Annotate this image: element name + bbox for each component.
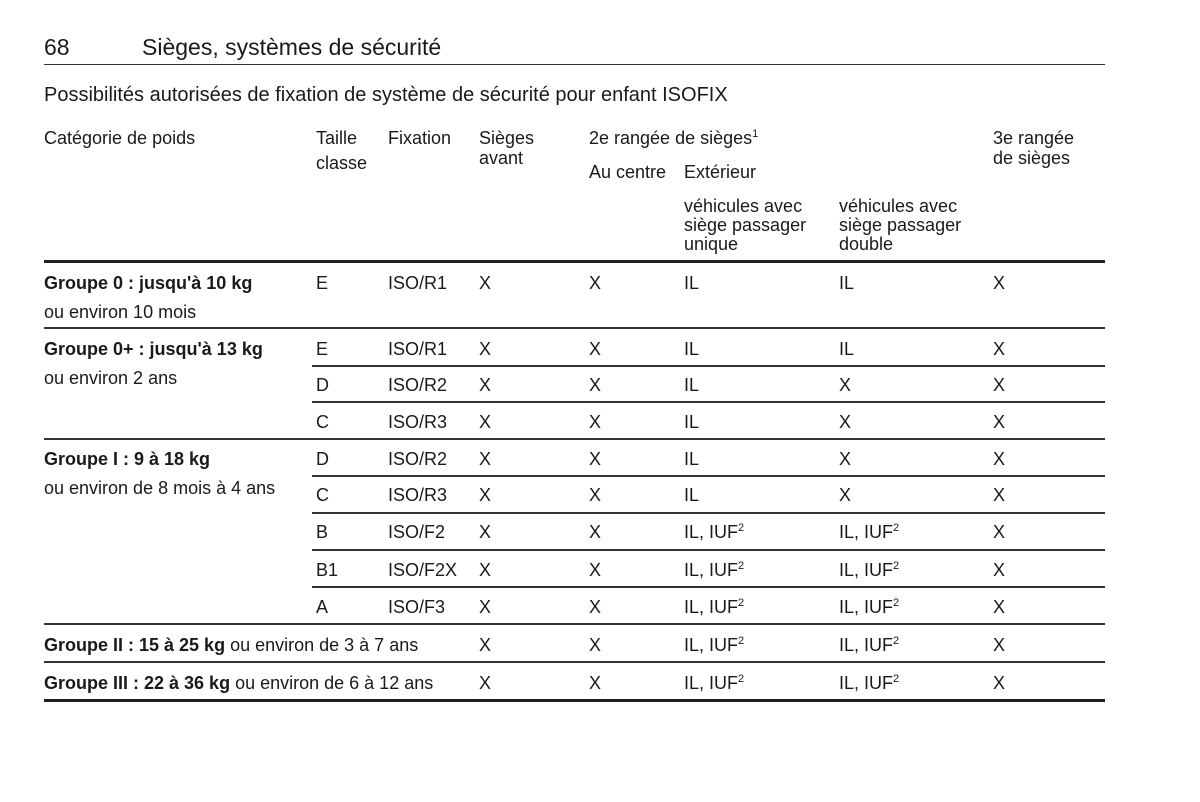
header-single-passenger bbox=[684, 197, 806, 254]
cell-fixation-value: ISO/F3 bbox=[388, 597, 446, 617]
cell-third-row bbox=[993, 412, 1005, 432]
cell-single-passenger bbox=[684, 412, 699, 432]
cell-front-seats bbox=[479, 673, 491, 693]
group-0plus-desc: ou environ 2 ans bbox=[44, 368, 178, 388]
header-double-line3: double bbox=[839, 234, 894, 254]
row-divider bbox=[312, 512, 1105, 514]
cell-double-passenger bbox=[839, 485, 851, 505]
row-divider bbox=[312, 549, 1105, 551]
cell-single-passenger-value: IL bbox=[684, 449, 700, 469]
cell-double-passenger bbox=[839, 339, 854, 359]
cell-front-seats bbox=[479, 597, 491, 617]
cell-single-passenger-value: IL, IUF bbox=[684, 673, 739, 693]
cell-center-value: X bbox=[589, 449, 602, 469]
cell-size-class-value: D bbox=[316, 375, 329, 395]
group-2-label bbox=[44, 635, 418, 655]
cell-fixation bbox=[388, 485, 447, 505]
cell-size-class bbox=[316, 273, 328, 293]
row-divider bbox=[312, 365, 1105, 367]
cell-front-seats bbox=[479, 339, 491, 359]
cell-double-passenger-value: IL, IUF bbox=[839, 560, 894, 580]
cell-double-passenger-value: X bbox=[839, 375, 852, 395]
cell-fixation bbox=[388, 597, 445, 617]
cell-size-class bbox=[316, 449, 329, 469]
cell-front-seats-value: X bbox=[479, 522, 492, 542]
header-single-line2: siège passager bbox=[684, 215, 807, 235]
cell-front-seats-value: X bbox=[479, 412, 492, 432]
header-size-class-line2: classe bbox=[316, 153, 368, 173]
cell-double-passenger-value: IL, IUF bbox=[839, 597, 894, 617]
cell-third-row-value: X bbox=[993, 273, 1006, 293]
cell-single-passenger-value: IL bbox=[684, 375, 700, 395]
page-number: 68 bbox=[44, 34, 70, 60]
cell-center-value: X bbox=[589, 597, 602, 617]
footnote-marker: 2 bbox=[738, 522, 745, 534]
cell-third-row bbox=[993, 449, 1005, 469]
cell-center bbox=[589, 673, 601, 693]
group-3-desc: ou environ de 6 à 12 ans bbox=[230, 673, 434, 693]
cell-fixation-value: ISO/R3 bbox=[388, 412, 448, 432]
header-double-line2: siège passager bbox=[839, 215, 962, 235]
cell-double-passenger bbox=[839, 560, 899, 580]
cell-fixation-value: ISO/R2 bbox=[388, 449, 448, 469]
cell-center-value: X bbox=[589, 485, 602, 505]
cell-size-class-value: C bbox=[316, 485, 329, 505]
cell-single-passenger bbox=[684, 485, 699, 505]
cell-center-value: X bbox=[589, 560, 602, 580]
cell-single-passenger-value: IL bbox=[684, 485, 700, 505]
cell-front-seats bbox=[479, 449, 491, 469]
cell-single-passenger-value: IL bbox=[684, 412, 700, 432]
cell-third-row-value: X bbox=[993, 449, 1006, 469]
cell-double-passenger-value: X bbox=[839, 485, 852, 505]
cell-single-passenger bbox=[684, 522, 744, 542]
cell-front-seats-value: X bbox=[479, 449, 492, 469]
cell-center bbox=[589, 560, 601, 580]
header-single-line1: véhicules avec bbox=[684, 196, 803, 216]
row-divider bbox=[44, 623, 1105, 625]
cell-single-passenger bbox=[684, 673, 744, 693]
cell-center-value: X bbox=[589, 635, 602, 655]
header-third-row-line2: de sièges bbox=[993, 148, 1071, 168]
cell-fixation-value: ISO/R3 bbox=[388, 485, 448, 505]
footnote-marker: 2 bbox=[738, 673, 745, 685]
cell-fixation bbox=[388, 412, 447, 432]
table-title: Possibilités autorisées de fixation de système de sécurité pour enfant ISOFIX bbox=[44, 84, 728, 106]
cell-third-row bbox=[993, 273, 1005, 293]
chapter-title: Sièges, systèmes de sécurité bbox=[142, 34, 442, 60]
cell-center-value: X bbox=[589, 273, 602, 293]
cell-size-class-value: C bbox=[316, 412, 329, 432]
cell-single-passenger-value: IL, IUF bbox=[684, 522, 739, 542]
cell-double-passenger bbox=[839, 273, 854, 293]
header-fixation: Fixation bbox=[388, 128, 452, 148]
cell-fixation bbox=[388, 273, 447, 293]
cell-single-passenger bbox=[684, 339, 699, 359]
cell-size-class-value: E bbox=[316, 339, 329, 359]
group-1-desc: ou environ de 8 mois à 4 ans bbox=[44, 478, 276, 498]
row-divider bbox=[312, 401, 1105, 403]
cell-front-seats-value: X bbox=[479, 485, 492, 505]
page-header bbox=[44, 34, 1105, 65]
cell-third-row bbox=[993, 635, 1005, 655]
header-exterior: Extérieur bbox=[684, 162, 757, 182]
cell-front-seats bbox=[479, 375, 491, 395]
cell-front-seats-value: X bbox=[479, 375, 492, 395]
cell-front-seats bbox=[479, 485, 491, 505]
cell-fixation-value: ISO/R1 bbox=[388, 339, 448, 359]
cell-center bbox=[589, 597, 601, 617]
header-double-passenger bbox=[839, 197, 961, 254]
cell-double-passenger bbox=[839, 522, 899, 542]
footnote-marker: 2 bbox=[738, 635, 745, 647]
cell-third-row bbox=[993, 597, 1005, 617]
cell-third-row-value: X bbox=[993, 339, 1006, 359]
cell-center-value: X bbox=[589, 339, 602, 359]
cell-double-passenger-value: IL, IUF bbox=[839, 635, 894, 655]
cell-single-passenger bbox=[684, 375, 699, 395]
cell-third-row bbox=[993, 673, 1005, 693]
footnote-marker: 2 bbox=[893, 560, 900, 572]
cell-size-class bbox=[316, 522, 328, 542]
cell-fixation bbox=[388, 375, 447, 395]
cell-front-seats-value: X bbox=[479, 560, 492, 580]
cell-front-seats bbox=[479, 412, 491, 432]
cell-double-passenger bbox=[839, 635, 899, 655]
cell-fixation-value: ISO/R1 bbox=[388, 273, 448, 293]
row-divider bbox=[44, 438, 1105, 440]
cell-third-row-value: X bbox=[993, 635, 1006, 655]
cell-single-passenger bbox=[684, 635, 744, 655]
cell-third-row bbox=[993, 485, 1005, 505]
cell-single-passenger-value: IL bbox=[684, 273, 700, 293]
cell-single-passenger bbox=[684, 449, 699, 469]
cell-fixation-value: ISO/R2 bbox=[388, 375, 448, 395]
cell-center bbox=[589, 273, 601, 293]
cell-size-class-value: B bbox=[316, 522, 329, 542]
cell-third-row bbox=[993, 522, 1005, 542]
header-front-seats-line1: Sièges bbox=[479, 128, 535, 148]
header-third-row bbox=[993, 128, 1074, 168]
cell-size-class-value: A bbox=[316, 597, 329, 617]
footnote-marker: 2 bbox=[738, 560, 745, 572]
header-front-seats bbox=[479, 128, 534, 168]
header-size-class-line1: Taille bbox=[316, 128, 358, 148]
cell-fixation bbox=[388, 339, 447, 359]
cell-double-passenger-value: IL, IUF bbox=[839, 522, 894, 542]
cell-center-value: X bbox=[589, 412, 602, 432]
cell-center bbox=[589, 522, 601, 542]
cell-front-seats bbox=[479, 522, 491, 542]
footnote-marker: 2 bbox=[893, 522, 900, 534]
cell-size-class-value: B1 bbox=[316, 560, 339, 580]
cell-third-row bbox=[993, 339, 1005, 359]
header-second-row-label: 2e rangée de sièges bbox=[589, 128, 753, 148]
cell-front-seats-value: X bbox=[479, 597, 492, 617]
cell-double-passenger-value: X bbox=[839, 449, 852, 469]
cell-third-row-value: X bbox=[993, 412, 1006, 432]
group-1-label bbox=[44, 449, 210, 469]
cell-single-passenger-value: IL, IUF bbox=[684, 560, 739, 580]
cell-center-value: X bbox=[589, 673, 602, 693]
cell-center bbox=[589, 485, 601, 505]
table-bottom-rule bbox=[44, 699, 1105, 702]
cell-front-seats-value: X bbox=[479, 673, 492, 693]
cell-center-value: X bbox=[589, 375, 602, 395]
group-0plus-label bbox=[44, 339, 263, 359]
cell-size-class-value: E bbox=[316, 273, 329, 293]
cell-third-row-value: X bbox=[993, 375, 1006, 395]
header-third-row-line1: 3e rangée bbox=[993, 128, 1075, 148]
cell-fixation-value: ISO/F2X bbox=[388, 560, 458, 580]
cell-double-passenger bbox=[839, 375, 851, 395]
group-3-label bbox=[44, 673, 433, 693]
group-2-desc: ou environ de 3 à 7 ans bbox=[225, 635, 419, 655]
cell-size-class bbox=[316, 597, 328, 617]
cell-fixation bbox=[388, 560, 457, 580]
group-1-name: Groupe I : 9 à 18 kg bbox=[44, 449, 211, 469]
cell-front-seats bbox=[479, 560, 491, 580]
group-0-desc: ou environ 10 mois bbox=[44, 302, 197, 322]
header-second-row bbox=[589, 128, 758, 148]
header-double-line1: véhicules avec bbox=[839, 196, 958, 216]
footnote-marker: 2 bbox=[893, 597, 900, 609]
cell-double-passenger bbox=[839, 673, 899, 693]
cell-front-seats-value: X bbox=[479, 635, 492, 655]
cell-double-passenger-value: IL, IUF bbox=[839, 673, 894, 693]
cell-front-seats-value: X bbox=[479, 273, 492, 293]
row-divider bbox=[44, 661, 1105, 663]
cell-single-passenger bbox=[684, 560, 744, 580]
header-center: Au centre bbox=[589, 162, 667, 182]
header-front-seats-line2: avant bbox=[479, 148, 524, 168]
cell-center-value: X bbox=[589, 522, 602, 542]
row-divider bbox=[312, 586, 1105, 588]
cell-size-class bbox=[316, 485, 329, 505]
group-2-name: Groupe II : 15 à 25 kg bbox=[44, 635, 226, 655]
cell-single-passenger-value: IL, IUF bbox=[684, 597, 739, 617]
cell-single-passenger-value: IL, IUF bbox=[684, 635, 739, 655]
cell-third-row-value: X bbox=[993, 522, 1006, 542]
cell-double-passenger bbox=[839, 449, 851, 469]
cell-center bbox=[589, 375, 601, 395]
cell-center bbox=[589, 339, 601, 359]
cell-double-passenger-value: IL bbox=[839, 273, 855, 293]
cell-third-row-value: X bbox=[993, 597, 1006, 617]
cell-front-seats-value: X bbox=[479, 339, 492, 359]
cell-third-row bbox=[993, 375, 1005, 395]
cell-double-passenger-value: X bbox=[839, 412, 852, 432]
cell-size-class bbox=[316, 412, 329, 432]
header-size-class bbox=[316, 128, 367, 173]
footnote-marker: 2 bbox=[738, 597, 745, 609]
header-weight-category: Catégorie de poids bbox=[44, 128, 196, 148]
cell-front-seats bbox=[479, 273, 491, 293]
cell-double-passenger bbox=[839, 412, 851, 432]
cell-third-row-value: X bbox=[993, 673, 1006, 693]
cell-third-row-value: X bbox=[993, 560, 1006, 580]
cell-fixation-value: ISO/F2 bbox=[388, 522, 446, 542]
cell-double-passenger-value: IL bbox=[839, 339, 855, 359]
cell-single-passenger bbox=[684, 597, 744, 617]
cell-front-seats bbox=[479, 635, 491, 655]
footnote-marker: 1 bbox=[752, 128, 759, 140]
cell-center bbox=[589, 449, 601, 469]
cell-center bbox=[589, 412, 601, 432]
cell-size-class bbox=[316, 339, 328, 359]
group-0-label bbox=[44, 273, 252, 293]
cell-fixation bbox=[388, 449, 447, 469]
cell-size-class bbox=[316, 560, 338, 580]
row-divider bbox=[312, 475, 1105, 477]
footnote-marker: 2 bbox=[893, 635, 900, 647]
cell-single-passenger-value: IL bbox=[684, 339, 700, 359]
cell-center bbox=[589, 635, 601, 655]
group-0-name: Groupe 0 : jusqu'à 10 kg bbox=[44, 273, 253, 293]
group-0plus-name: Groupe 0+ : jusqu'à 13 kg bbox=[44, 339, 263, 359]
cell-third-row bbox=[993, 560, 1005, 580]
cell-fixation bbox=[388, 522, 445, 542]
cell-third-row-value: X bbox=[993, 485, 1006, 505]
cell-double-passenger bbox=[839, 597, 899, 617]
row-divider bbox=[44, 327, 1105, 329]
cell-single-passenger bbox=[684, 273, 699, 293]
cell-size-class bbox=[316, 375, 329, 395]
header-rule bbox=[44, 260, 1105, 263]
cell-size-class-value: D bbox=[316, 449, 329, 469]
footnote-marker: 2 bbox=[893, 673, 900, 685]
header-single-line3: unique bbox=[684, 234, 739, 254]
group-3-name: Groupe III : 22 à 36 kg bbox=[44, 673, 231, 693]
